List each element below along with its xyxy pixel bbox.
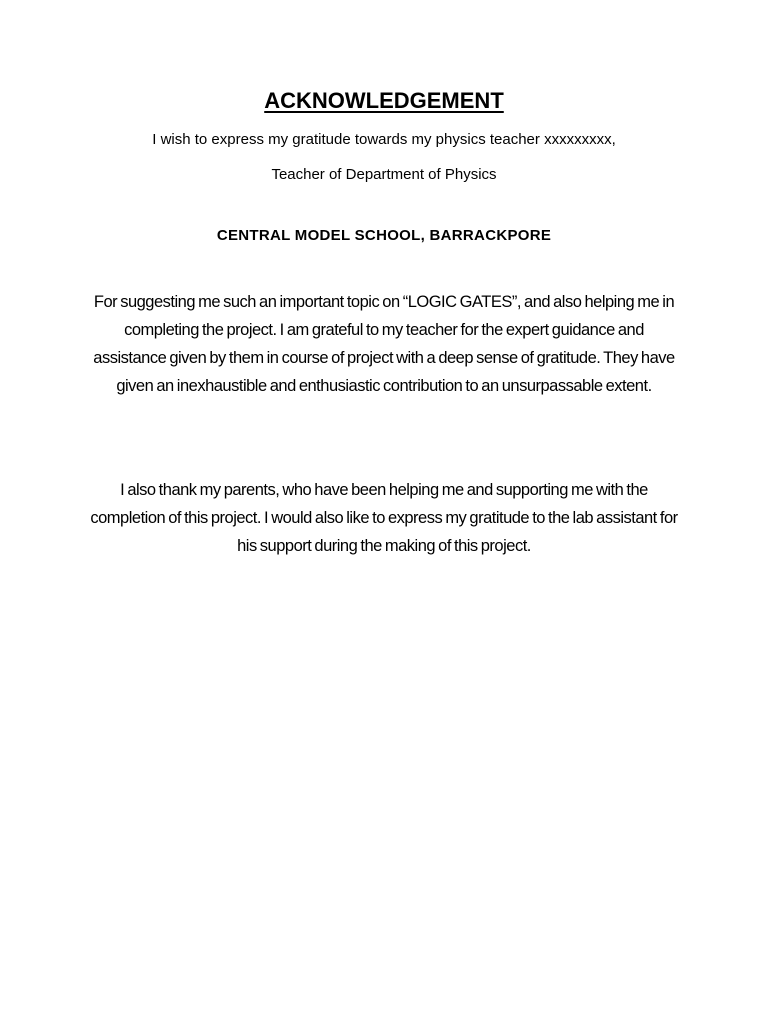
school-name: CENTRAL MODEL SCHOOL, BARRACKPORE	[216, 227, 552, 244]
document-title: ACKNOWLEDGEMENT	[264, 88, 504, 113]
intro-line-department: Teacher of Department of Physics	[271, 166, 497, 183]
intro-line-teacher: I wish to express my gratitude towards my physics teacher xxxxxxxxx,	[152, 131, 616, 148]
body-paragraph-thanks: I also thank my parents, who have been helping me and supporting me with the completion of this project. I would also like to express my gratitude to the lab assistant for his support during the making of this project.	[90, 481, 678, 555]
body-paragraph-topic: For suggesting me such an important topic on “LOGIC GATES”, and also helping me in completing the project. I am grateful to my teacher for the expert guidance and assistance given by them in course of project with a deep sense of gratitude. They have given an inexhaustible and enthusiastic contribution to an unsurpassable extent.	[93, 293, 675, 395]
